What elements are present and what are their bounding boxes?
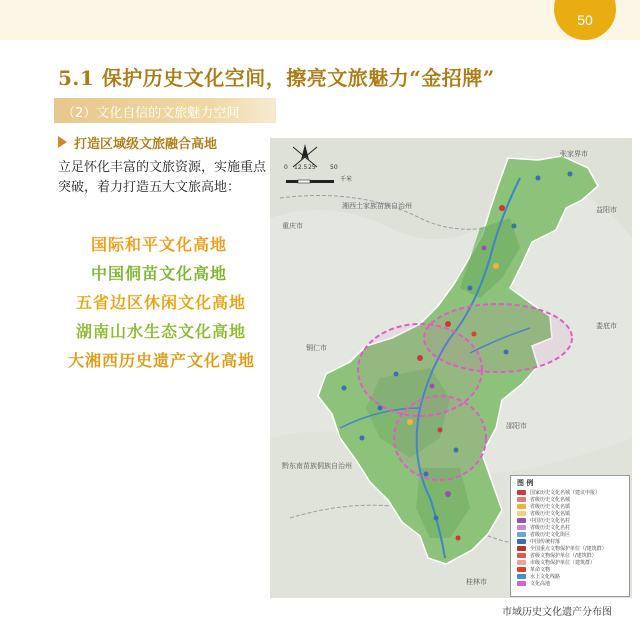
scale-tick-label: 12.5 [294,164,308,171]
legend-swatch-icon [517,553,526,558]
highland-label: 大湘西历史遗产文化高地 [68,351,256,370]
legend-items [511,489,629,587]
place-label: 益阳市 [596,206,617,214]
legend-swatch-icon [517,504,526,509]
legend-item [511,573,629,580]
scale-tick-label: 25 [308,164,316,171]
legend-swatch-icon [517,532,526,537]
legend-swatch-icon [517,560,526,565]
legend-swatch-icon [517,581,526,586]
legend-item [511,524,629,531]
highland-item [68,348,255,371]
place-label: 重庆市 [282,222,303,230]
legend-label: 省级历史文化街区 [530,532,571,538]
legend-title: 图 例 [517,479,534,487]
map-caption: 市域历史文化遗产分布图 [502,607,612,618]
highland-item [91,232,227,255]
legend-label: 全国重点文物保护单位（/建筑群） [530,546,607,552]
legend-swatch-icon [517,539,526,544]
legend-label: 省级历史文化名镇 [530,511,571,517]
legend-label: 国家历史文化名城（建议申报） [530,490,601,496]
place-label: 张家界市 [560,150,588,158]
legend-label: 省级历史文化名村 [530,525,571,531]
place-label: 铜仁市 [306,344,327,352]
legend-label: 文化高地 [530,581,551,587]
legend-swatch-icon [517,490,526,495]
legend-item [511,496,629,503]
scale-unit: 千米 [340,176,353,183]
highland-item [91,261,227,284]
highland-label: 湖南山水生态文化高地 [76,322,247,341]
highland-label: 中国侗苗文化高地 [91,264,228,283]
legend-item [511,580,629,587]
legend-swatch-icon [517,525,526,530]
legend-label: 中国传统村落 [530,539,561,545]
scale-bar [284,164,356,191]
legend-swatch-icon [517,574,526,579]
legend-item [511,489,629,496]
legend-label: 省级历史文化名城 [530,497,571,503]
map-legend [510,475,630,597]
legend-swatch-icon [517,567,526,572]
legend-item [511,503,629,510]
subsection-title: （2）文化自信的文旅魅力空间 [62,106,240,121]
legend-item [511,510,629,517]
highland-item [76,319,246,342]
legend-swatch-icon [517,546,526,551]
legend-label: 革命文物 [530,567,551,573]
legend-swatch-icon [517,518,526,523]
place-label: 邵阳市 [506,422,527,430]
bullet-arrow-icon [58,136,67,148]
highland-label: 五省边区休闲文化高地 [76,293,247,312]
bullet-title: 打造区域级文旅融合高地 [74,137,218,152]
header-band [0,0,640,40]
place-label: 桂林市 [466,578,487,586]
place-label: 黔东南苗族侗族自治州 [282,462,352,470]
legend-item [511,538,629,545]
body-paragraph: 立足怀化丰富的文旅资源，实施重点突破，着力打造五大文旅高地： [58,160,267,195]
page-number: 50 [577,12,593,28]
legend-swatch-icon [517,511,526,516]
legend-label: 省级文物保护单位（/建筑群） [530,553,597,559]
legend-label: 省级历史文化名镇 [530,504,571,510]
legend-item [511,545,629,552]
legend-swatch-icon [517,497,526,502]
scale-tick-label: 0 [284,164,288,171]
place-label: 湘西土家族苗族自治州 [342,202,412,210]
scale-tick-label: 50 [330,164,338,171]
legend-label: 中国历史文化名村 [530,518,571,524]
legend-item [511,552,629,559]
highland-label: 国际和平文化高地 [91,235,228,254]
legend-label: 市级文物保护单位（建筑群） [530,560,596,566]
highland-item [76,290,246,313]
legend-item [511,566,629,573]
section-title: 5.1 保护历史文化空间，擦亮文旅魅力“金招牌” [58,66,495,90]
legend-label: 水上文化线路 [530,574,561,580]
place-label: 娄底市 [596,322,617,330]
legend-item [511,559,629,566]
legend-item [511,517,629,524]
legend-item [511,531,629,538]
